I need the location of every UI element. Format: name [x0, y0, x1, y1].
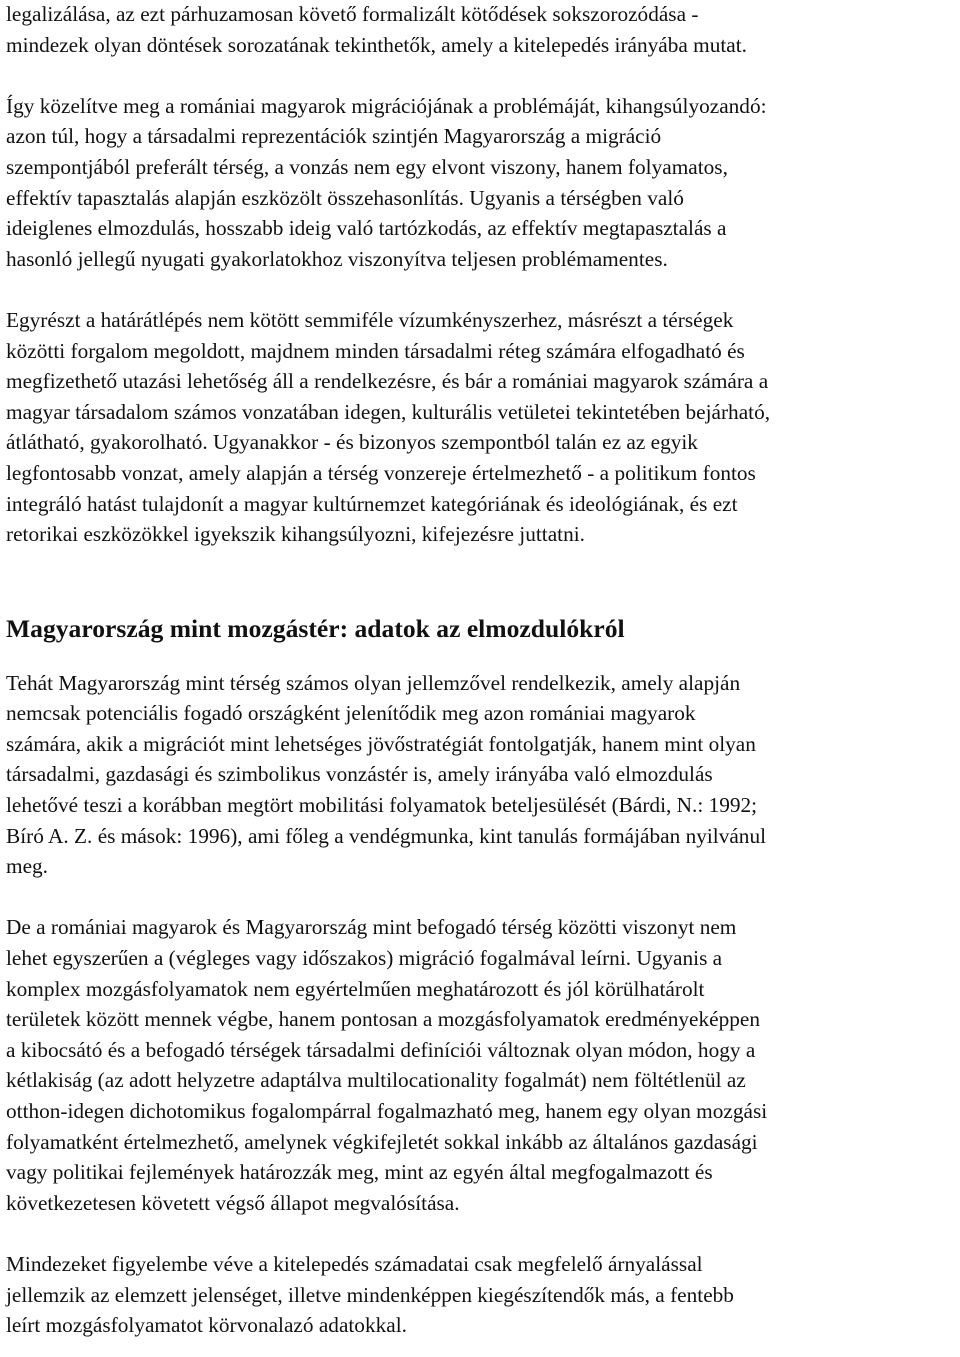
paragraph-2	[6, 91, 958, 275]
text-line: megfizethető utazási lehetőség áll a rendelkezésre, és bár a romániai magyarok számára a	[6, 369, 769, 394]
text-line: Bíró A. Z. és mások: 1996), ami főleg a vendégmunka, kint tanulás formájában nyilvánul	[6, 823, 767, 848]
text-line: magyar társadalom számos vonzatában idegen, kulturális vetületei tekintetében bejárható,	[6, 399, 771, 424]
text-line: retorikai eszközökkel igyekszik kihangsúlyozni, kifejezésre juttatni.	[6, 522, 585, 547]
paragraph-5	[6, 912, 958, 1218]
text-line: meg.	[6, 854, 48, 879]
text-line: legfontosabb vonzat, amely alapján a térség vonzereje értelmezhető - a politikum fontos	[6, 460, 756, 485]
text-line: szempontjából preferált térség, a vonzás nem egy elvont viszony, hanem folyamatos,	[6, 154, 728, 179]
text-line: legalizálása, az ezt párhuzamosan követő formalizált kötődések sokszorozódása -	[6, 2, 699, 26]
section-heading: Magyarország mint mozgástér: adatok az elmozdulókról	[6, 613, 625, 643]
text-line: Egyrészt a határátlépés nem kötött semmiféle vízumkényszerhez, másrészt a térségek	[6, 307, 734, 332]
text-line: komplex mozgásfolyamatok nem egyértelműen meghatározott és jól körülhatárolt	[6, 976, 705, 1001]
text-line: hasonló jellegű nyugati gyakorlatokhoz viszonyítva teljesen problémamentes.	[6, 246, 668, 271]
text-line: leírt mozgásfolyamatot körvonalazó adatokkal.	[6, 1313, 407, 1338]
paragraph-3	[6, 305, 958, 550]
text-line: kétlakiság (az adott helyzetre adaptálva multilocationality fogalmát) nem föltétlenül az	[6, 1068, 746, 1093]
text-line: Mindezeket figyelembe véve a kitelepedés számadatai csak megfelelő árnyalással	[6, 1251, 703, 1276]
text-line: De a romániai magyarok és Magyarország mint befogadó térség közötti viszonyt nem	[6, 915, 737, 940]
text-line: nemcsak potenciális fogadó országként jelenítődik meg azon romániai magyarok	[6, 701, 696, 726]
text-line: effektív tapasztalás alapján eszközölt összehasonlítás. Ugyanis a térségben való	[6, 185, 684, 210]
paragraph-4	[6, 668, 958, 882]
text-line: mindezek olyan döntések sorozatának tekinthetők, amely a kitelepedés irányába mutat.	[6, 32, 747, 57]
text-line: folyamatként értelmezhető, amelynek végkifejletét sokkal inkább az általános gazdasági	[6, 1129, 758, 1154]
text-line: vagy politikai fejlemények határozzák meg, mint az egyén által megfogalmazott és	[6, 1160, 713, 1185]
text-line: átlátható, gyakorolható. Ugyanakkor - és bizonyos szempontból talán ez az egyik	[6, 430, 698, 455]
text-line: ideiglenes elmozdulás, hosszabb ideig való tartózkodás, az effektív megtapasztalás a	[6, 216, 727, 241]
text-line: Így közelítve meg a romániai magyarok migrációjának a problémáját, kihangsúlyozandó:	[6, 93, 767, 118]
text-line: közötti forgalom megoldott, majdnem minden társadalmi réteg számára elfogadható és	[6, 338, 745, 363]
document-page	[6, 0, 958, 1341]
text-line: lehetővé teszi a korábban megtört mobilitási folyamatok beteljesülését (Bárdi, N.: 1992;	[6, 793, 758, 818]
text-line: otthon-idegen dichotomikus fogalompárral fogalmazható meg, hanem egy olyan mozgási	[6, 1099, 768, 1123]
text-line: Tehát Magyarország mint térség számos olyan jellemzővel rendelkezik, amely alapján	[6, 670, 741, 695]
paragraph-6	[6, 1249, 958, 1341]
text-line: a kibocsátó és a befogadó térségek társadalmi definíciói változnak olyan módon, hogy a	[6, 1037, 756, 1062]
text-line: integráló hatást tulajdonít a magyar kultúrnemzet kategóriának és ideológiának, és ezt	[6, 491, 738, 516]
text-line: lehet egyszerűen a (végleges vagy időszakos) migráció fogalmával leírni. Ugyanis a	[6, 946, 723, 971]
paragraph-1	[6, 0, 958, 60]
text-line: azon túl, hogy a társadalmi reprezentációk szintjén Magyarország a migráció	[6, 124, 662, 149]
text-line: következetesen követett végső állapot megvalósítása.	[6, 1190, 460, 1215]
text-line: számára, akik a migrációt mint lehetséges jövőstratégiát fontolgatják, hanem mint olyan	[6, 731, 756, 756]
text-line: jellemzik az elemzett jelenséget, illetve mindenképpen kiegészítendők más, a fentebb	[6, 1282, 734, 1307]
text-line: területek között mennek végbe, hanem pontosan a mozgásfolyamatok eredményeképpen	[6, 1007, 760, 1032]
text-line: társadalmi, gazdasági és szimbolikus vonzástér is, amely irányába való elmozdulás	[6, 762, 713, 787]
